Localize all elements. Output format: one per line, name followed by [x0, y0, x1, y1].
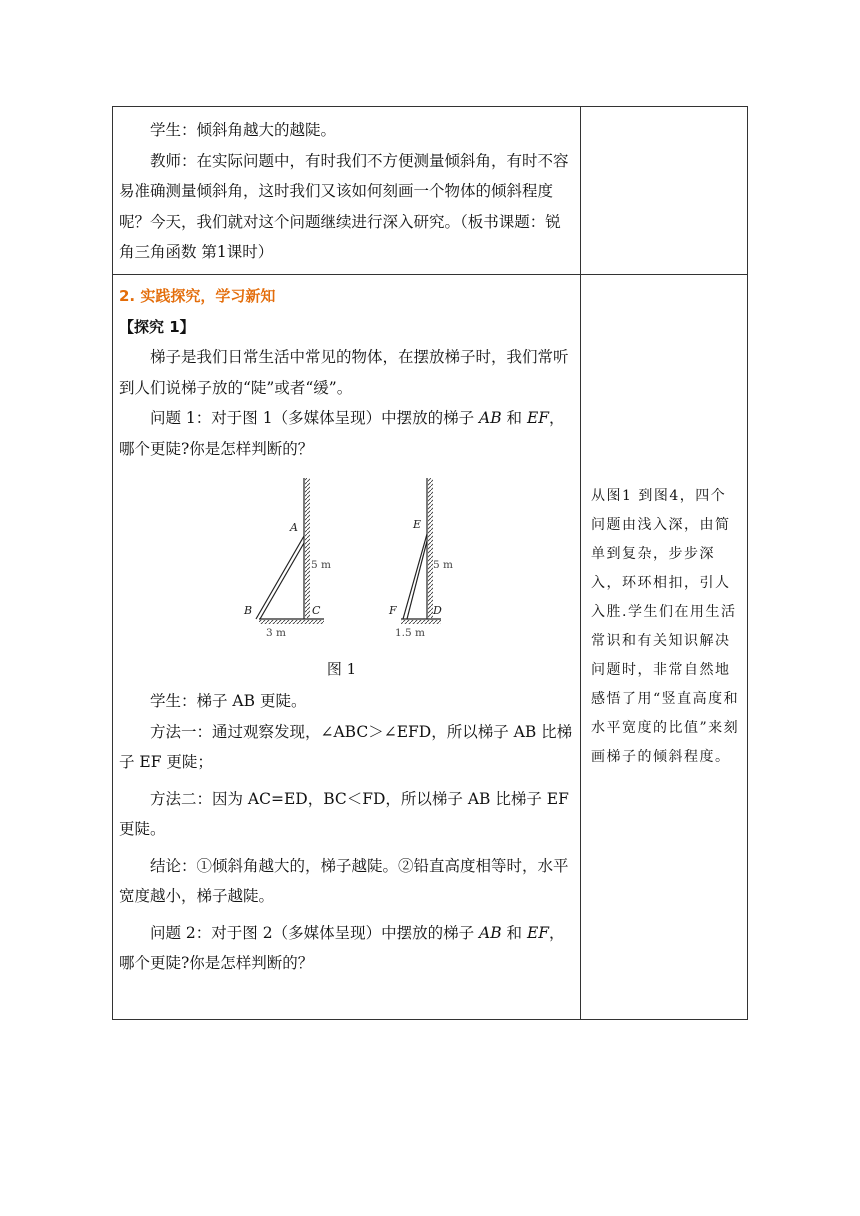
method-2: 方法二：因为 AC=ED，BC＜FD，所以梯子 AB 比梯子 EF 更陡。	[119, 789, 569, 838]
teacher-question: 教师：在实际问题中，有时我们不方便测量倾斜角，有时不容易准确测量倾斜角，这时我们又该如何刻画一个物体的倾斜程度呢？今天，我们就对这个问题继续进行深入研究。（板书课题：锐角三角函数 第1课时）	[119, 151, 569, 261]
height-2: 5 m	[433, 559, 453, 571]
label-F: F	[389, 604, 397, 617]
intro-paragraph: 梯子是我们日常生活中常见的物体，在摆放梯子时，我们常听到人们说梯子放的“陡”或者“缓”。	[119, 348, 569, 397]
row2-note-cell	[581, 275, 748, 1020]
label-C: C	[312, 604, 321, 617]
label-B: B	[244, 604, 253, 617]
design-note: 从图1 到图4，四个问题由浅入深，由简单到复杂，步步深入，环环相扣，引人入胜.学生们在用生活常识和有关知识解决问题时，非常自然地感悟了用“竖直高度和水平宽度的比值”来刻画梯子的倾斜程度。	[591, 488, 740, 765]
height-1: 5 m	[311, 559, 331, 571]
ladder-ab-figure	[243, 478, 331, 639]
width-2: 1.5 m	[395, 627, 425, 639]
question-1: 问题 1：对于图 1（多媒体呈现）中摆放的梯子 AB 和 EF，哪个更陡?你是怎样判断的？	[119, 409, 565, 458]
student-answer: 学生：倾斜角越大的越陡。	[150, 121, 337, 139]
label-A: A	[290, 521, 298, 534]
ladder-diagram	[119, 466, 574, 658]
conclusion: 结论：①倾斜角越大的，梯子越陡。②铅直高度相等时，水平宽度越小，梯子越陡。	[119, 856, 569, 905]
student-answer-2: 学生：梯子 AB 更陡。	[150, 692, 307, 710]
row1-content-cell	[113, 107, 580, 274]
row2-content-cell	[113, 275, 580, 1020]
figure-1	[119, 466, 574, 658]
figure-caption: 图 1	[326, 660, 357, 678]
question-2: 问题 2：对于图 2（多媒体呈现）中摆放的梯子 AB 和 EF，哪个更陡?你是怎样判断的？	[119, 923, 565, 972]
method-1: 方法一：通过观察发现，∠ABC＞∠EFD，所以梯子 AB 比梯子 EF 更陡；	[119, 722, 573, 771]
label-D: D	[433, 604, 442, 617]
ladder-ef-figure	[388, 478, 453, 639]
lesson-table	[112, 106, 748, 1020]
width-1: 3 m	[266, 627, 286, 639]
explore-label: 【探究 1】	[119, 317, 195, 336]
section-heading: 2. 实践探究，学习新知	[119, 287, 276, 305]
label-E: E	[413, 518, 422, 531]
